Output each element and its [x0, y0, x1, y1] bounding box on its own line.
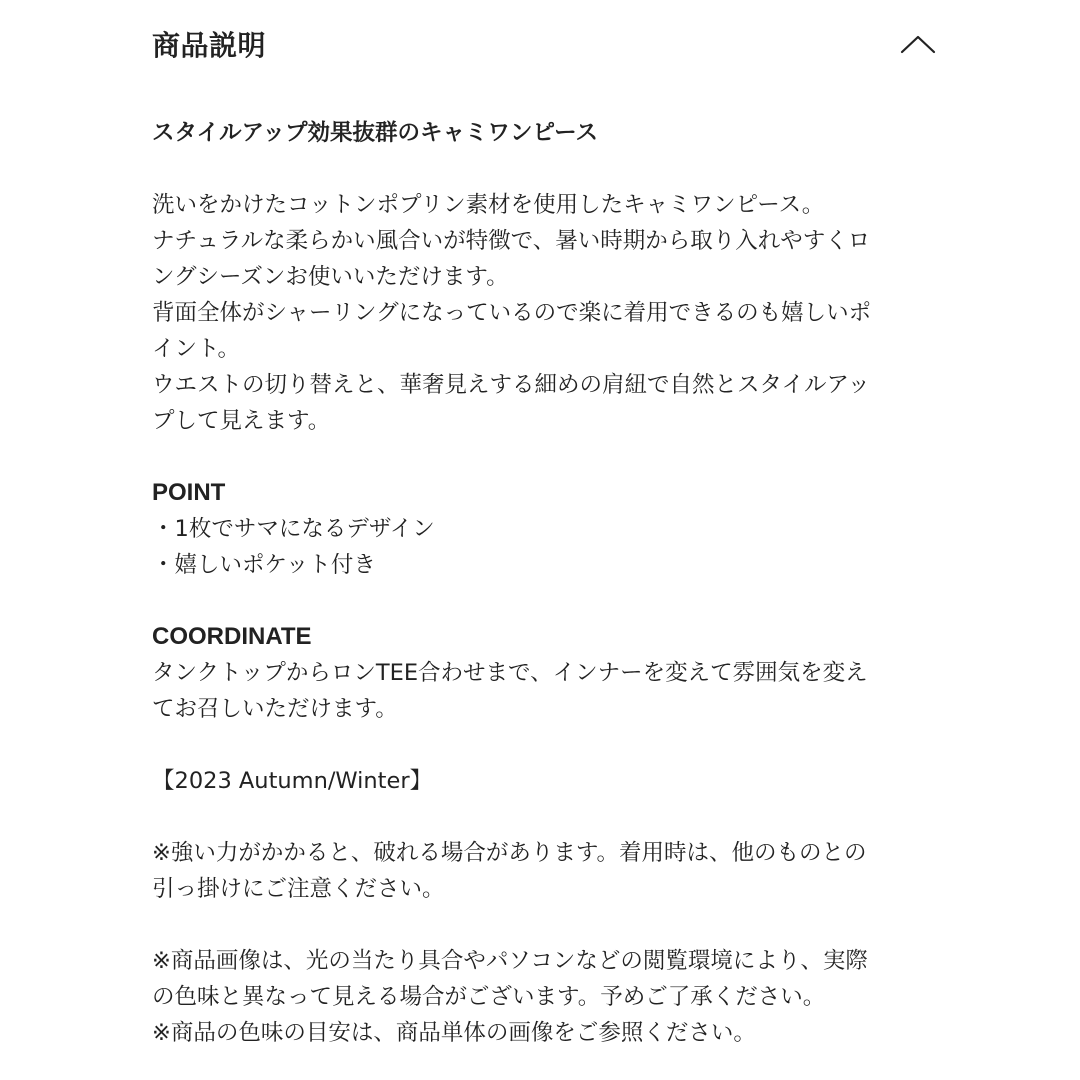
coordinate-heading: COORDINATE — [152, 623, 312, 650]
description-line: イント。 — [152, 336, 240, 362]
spacer — [152, 907, 938, 943]
note-line: ※商品の色味の目安は、商品単体の画像をご参照ください。 — [152, 1020, 756, 1046]
section-header[interactable] — [152, 22, 938, 68]
product-description-panel — [152, 0, 938, 1080]
coordinate-line: タンクトップからロンTEE合わせまで、インナーを変えて雰囲気を変え — [152, 660, 868, 686]
spacer — [152, 727, 938, 763]
section-title: 商品説明 — [152, 29, 267, 62]
note-line: の色味と異なって見える場合がございます。予めご了承ください。 — [152, 984, 826, 1010]
point-item: ・1枚でサマになるデザイン — [152, 516, 435, 542]
description-line: ナチュラルな柔らかい風合いが特徴で、暑い時期から取り入れやすくロ — [152, 228, 871, 254]
chevron-up-icon — [900, 28, 936, 58]
spacer — [152, 583, 938, 619]
spacer — [152, 439, 938, 475]
point-item: ・嬉しいポケット付き — [152, 552, 376, 578]
collapse-toggle-button[interactable] — [900, 28, 936, 58]
season-label: 【2023 Autumn/Winter】 — [152, 768, 433, 794]
note-line: 引っ掛けにご注意ください。 — [152, 876, 445, 902]
note-line: ※商品画像は、光の当たり具合やパソコンなどの閲覧環境により、実際 — [152, 948, 868, 974]
description-line: ウエストの切り替えと、華奢見えする細めの肩紐で自然とスタイルアッ — [152, 372, 870, 398]
description-content — [152, 115, 938, 1051]
description-line: プして見えます。 — [152, 408, 331, 434]
coordinate-line: てお召しいただけます。 — [152, 696, 398, 722]
description-line: 洗いをかけたコットンポプリン素材を使用したキャミワンピース。 — [152, 192, 825, 218]
description-line: 背面全体がシャーリングになっているので楽に着用できるのも嬉しいポ — [152, 300, 872, 326]
note-line: ※強い力がかかると、破れる場合があります。着用時は、他のものとの — [152, 840, 867, 866]
description-lead: スタイルアップ効果抜群のキャミワンピース — [152, 120, 598, 146]
spacer — [152, 799, 938, 835]
point-heading: POINT — [152, 479, 226, 506]
spacer — [152, 151, 938, 187]
description-line: ングシーズンお使いいただけます。 — [152, 264, 509, 290]
